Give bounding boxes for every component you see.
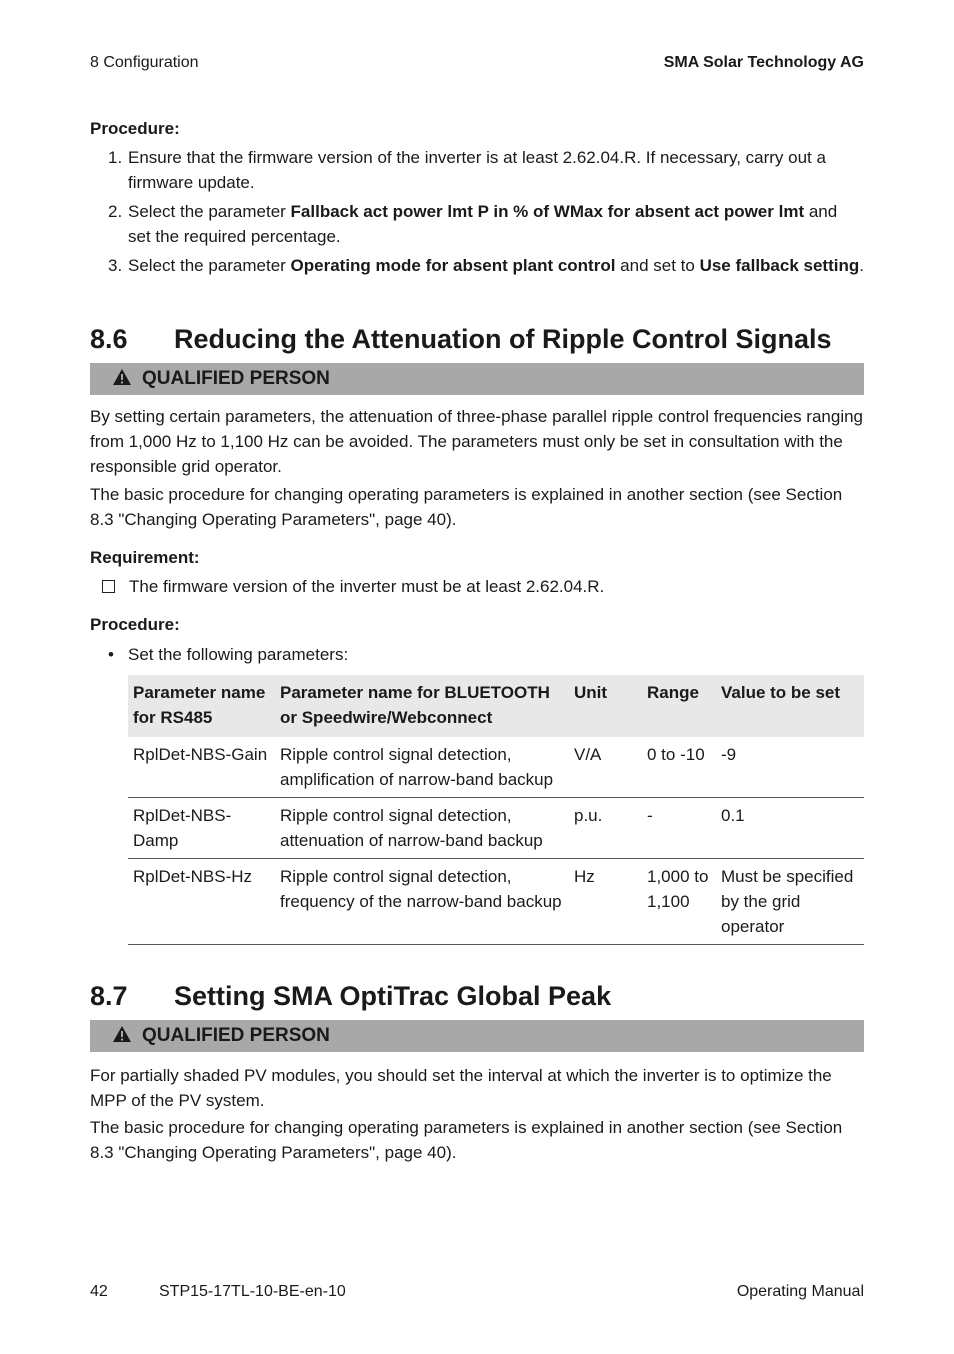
table-cell: Must be specified by the grid operator bbox=[716, 859, 864, 945]
qualified-person-bar bbox=[90, 363, 864, 395]
column-header: Value to be set bbox=[721, 683, 841, 702]
paragraph: By setting certain parameters, the attenuation of three-phase parallel ripple control frequencies ranging from 1,000 Hz to 1,100 Hz can be avoided. The parameters must only be set in consultation with the responsible grid operator. bbox=[90, 407, 864, 476]
parameter-name: Operating mode for absent plant control bbox=[290, 256, 616, 275]
step-text-run: Select the parameter bbox=[128, 202, 291, 221]
qualified-person-bar bbox=[90, 1020, 864, 1052]
procedure-label: Procedure: bbox=[90, 615, 180, 634]
table-cell: RplDet-NBS-Hz bbox=[128, 859, 275, 945]
column-header: Range bbox=[647, 683, 699, 702]
table-cell: Ripple control signal detection, attenuation of narrow-band backup bbox=[275, 798, 569, 859]
section-number: 8.7 bbox=[90, 981, 128, 1011]
header-company: SMA Solar Technology AG bbox=[663, 54, 864, 71]
table-cell: Hz bbox=[569, 859, 642, 945]
procedure-step bbox=[90, 253, 864, 278]
table-cell: 1,000 to 1,100 bbox=[642, 859, 716, 945]
bullet-text: Set the following parameters: bbox=[128, 645, 349, 664]
column-header: Parameter name for BLUETOOTH or Speedwire/Webconnect bbox=[280, 683, 550, 727]
column-header: Unit bbox=[574, 683, 608, 702]
step-text-run: Select the parameter bbox=[128, 256, 291, 275]
qualified-person-label: QUALIFIED PERSON bbox=[142, 1025, 330, 1046]
table-row bbox=[128, 798, 864, 859]
qualified-person-label: QUALIFIED PERSON bbox=[142, 368, 330, 389]
warning-icon bbox=[112, 1022, 134, 1054]
table-cell: -9 bbox=[716, 737, 864, 798]
bullet-item bbox=[90, 642, 864, 667]
section-8-6-heading bbox=[90, 323, 831, 355]
step-number: 3. bbox=[108, 256, 123, 275]
warning-icon bbox=[112, 365, 134, 397]
table-cell: p.u. bbox=[569, 798, 642, 859]
parameter-table bbox=[128, 675, 864, 945]
step-number: 1. bbox=[108, 148, 123, 167]
table-cell: - bbox=[642, 798, 716, 859]
procedure-step bbox=[90, 145, 864, 195]
table-cell: RplDet-NBS-Gain bbox=[128, 737, 275, 798]
document-id: STP15-17TL-10-BE-en-10 bbox=[159, 1283, 346, 1300]
step-text-run: and set to bbox=[615, 256, 700, 275]
page-number: 42 bbox=[90, 1283, 108, 1300]
table-row bbox=[128, 737, 864, 798]
step-number: 2. bbox=[108, 202, 123, 221]
procedure-steps bbox=[90, 145, 864, 282]
requirement-text: The firmware version of the inverter must be at least 2.62.04.R. bbox=[129, 577, 605, 596]
parameter-name: Use fallback setting bbox=[699, 256, 860, 275]
step-text-run: . bbox=[859, 256, 864, 275]
table-cell: Ripple control signal detection, amplification of narrow-band backup bbox=[275, 737, 569, 798]
column-header: Parameter name for RS485 bbox=[133, 683, 266, 727]
step-text bbox=[128, 145, 864, 195]
manual-title: Operating Manual bbox=[736, 1283, 864, 1300]
table-header-row bbox=[128, 675, 864, 737]
table-cell: Ripple control signal detection, frequency of the narrow-band backup bbox=[275, 859, 569, 945]
step-text bbox=[128, 199, 864, 249]
table-row bbox=[128, 859, 864, 945]
step-text-run: Ensure that the firmware version of the inverter is at least 2.62.04.R. If necessary, carry out a firmware update. bbox=[128, 148, 826, 192]
parameter-name: Fallback act power lmt P in % of WMax for absent act power lmt bbox=[290, 202, 805, 221]
requirement-item bbox=[90, 574, 864, 599]
section-title: Setting SMA OptiTrac Global Peak bbox=[174, 981, 612, 1011]
bullet-icon: • bbox=[108, 645, 114, 664]
step-text bbox=[128, 253, 864, 278]
paragraph: For partially shaded PV modules, you should set the interval at which the inverter is to optimize the MPP of the PV system. bbox=[90, 1066, 832, 1110]
header-section: 8 Configuration bbox=[90, 54, 199, 71]
section-8-7-heading bbox=[90, 980, 611, 1012]
step-text-run: and set the required percentage. bbox=[128, 202, 838, 246]
table-cell: 0 to -10 bbox=[642, 737, 716, 798]
table-cell: RplDet-NBS-Damp bbox=[128, 798, 275, 859]
requirement-label: Requirement: bbox=[90, 548, 200, 567]
section-title: Reducing the Attenuation of Ripple Control Signals bbox=[174, 324, 832, 354]
paragraph: The basic procedure for changing operating parameters is explained in another section (see Section 8.3 "Changing Operating Parameters", page 40). bbox=[90, 485, 843, 529]
procedure-label: Procedure: bbox=[90, 119, 180, 138]
paragraph: The basic procedure for changing operating parameters is explained in another section (see Section 8.3 "Changing Operating Parameters", page 40). bbox=[90, 1118, 843, 1162]
procedure-step bbox=[90, 199, 864, 249]
table-cell: 0.1 bbox=[716, 798, 864, 859]
checkbox-icon bbox=[102, 580, 115, 593]
section-number: 8.6 bbox=[90, 324, 128, 354]
table-cell: V/A bbox=[569, 737, 642, 798]
